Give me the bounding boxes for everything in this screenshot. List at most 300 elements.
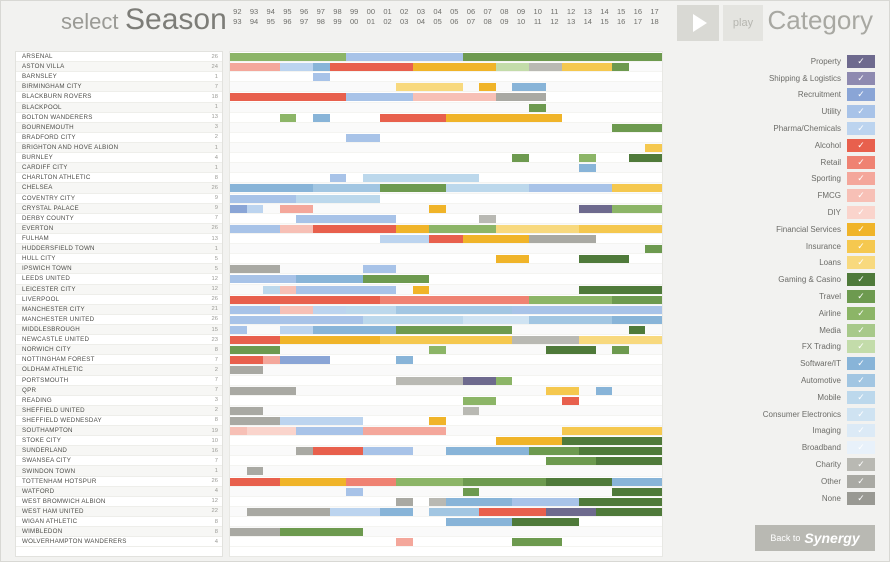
timeline-segment[interactable] bbox=[346, 93, 412, 101]
timeline-segment[interactable] bbox=[280, 417, 363, 425]
timeline-segment[interactable] bbox=[280, 286, 297, 294]
season-tick[interactable] bbox=[429, 7, 446, 39]
timeline-segment[interactable] bbox=[529, 184, 612, 192]
timeline-segment[interactable] bbox=[612, 346, 629, 354]
club-row[interactable] bbox=[16, 477, 222, 487]
timeline-row[interactable] bbox=[230, 325, 662, 335]
category-toggle-swatch[interactable] bbox=[847, 340, 875, 353]
category-toggle-swatch[interactable] bbox=[847, 475, 875, 488]
season-tick[interactable] bbox=[630, 7, 647, 39]
timeline-row[interactable] bbox=[230, 143, 662, 153]
category-row[interactable] bbox=[679, 322, 875, 339]
category-toggle-swatch[interactable] bbox=[847, 307, 875, 320]
club-row[interactable] bbox=[16, 194, 222, 204]
timeline-row[interactable] bbox=[230, 52, 662, 62]
timeline-row[interactable] bbox=[230, 153, 662, 163]
club-row[interactable] bbox=[16, 163, 222, 173]
club-row[interactable] bbox=[16, 224, 222, 234]
category-toggle-swatch[interactable] bbox=[847, 172, 875, 185]
timeline-row[interactable] bbox=[230, 426, 662, 436]
timeline-segment[interactable] bbox=[230, 387, 296, 395]
timeline-segment[interactable] bbox=[230, 63, 280, 71]
timeline-row[interactable] bbox=[230, 466, 662, 476]
season-tick[interactable] bbox=[579, 7, 596, 39]
timeline-segment[interactable] bbox=[429, 235, 462, 243]
club-row[interactable] bbox=[16, 436, 222, 446]
club-row[interactable] bbox=[16, 416, 222, 426]
timeline-segment[interactable] bbox=[313, 225, 396, 233]
timeline-segment[interactable] bbox=[446, 498, 512, 506]
season-tick[interactable] bbox=[613, 7, 630, 39]
timeline-segment[interactable] bbox=[330, 174, 347, 182]
timeline-segment[interactable] bbox=[280, 356, 330, 364]
club-row[interactable] bbox=[16, 456, 222, 466]
timeline-segment[interactable] bbox=[612, 296, 662, 304]
category-toggle-swatch[interactable] bbox=[847, 290, 875, 303]
club-row[interactable] bbox=[16, 285, 222, 295]
timeline-segment[interactable] bbox=[363, 447, 413, 455]
play-label[interactable]: play bbox=[723, 5, 763, 41]
timeline-segment[interactable] bbox=[512, 306, 662, 314]
timeline-row[interactable] bbox=[230, 72, 662, 82]
club-row[interactable] bbox=[16, 315, 222, 325]
season-tick[interactable] bbox=[246, 7, 263, 39]
club-row[interactable] bbox=[16, 153, 222, 163]
timeline-segment[interactable] bbox=[296, 195, 379, 203]
timeline-row[interactable] bbox=[230, 456, 662, 466]
timeline-row[interactable] bbox=[230, 224, 662, 234]
timeline-segment[interactable] bbox=[529, 296, 612, 304]
category-toggle-swatch[interactable] bbox=[847, 458, 875, 471]
season-tick[interactable] bbox=[513, 7, 530, 39]
category-row[interactable] bbox=[679, 204, 875, 221]
club-row[interactable] bbox=[16, 244, 222, 254]
club-row[interactable] bbox=[16, 497, 222, 507]
timeline-segment[interactable] bbox=[280, 326, 313, 334]
category-row[interactable] bbox=[679, 238, 875, 255]
season-tick[interactable] bbox=[379, 7, 396, 39]
club-row[interactable] bbox=[16, 527, 222, 537]
club-row[interactable] bbox=[16, 305, 222, 315]
timeline-segment[interactable] bbox=[596, 457, 662, 465]
timeline-segment[interactable] bbox=[396, 306, 512, 314]
category-toggle-swatch[interactable] bbox=[847, 273, 875, 286]
timeline-row[interactable] bbox=[230, 527, 662, 537]
timeline-segment[interactable] bbox=[596, 387, 613, 395]
timeline-segment[interactable] bbox=[512, 498, 578, 506]
timeline-segment[interactable] bbox=[230, 478, 280, 486]
timeline-segment[interactable] bbox=[579, 225, 662, 233]
timeline-row[interactable] bbox=[230, 194, 662, 204]
category-row[interactable] bbox=[679, 439, 875, 456]
timeline-row[interactable] bbox=[230, 537, 662, 547]
timeline-segment[interactable] bbox=[479, 215, 496, 223]
club-row[interactable] bbox=[16, 234, 222, 244]
timeline-segment[interactable] bbox=[247, 467, 264, 475]
club-row[interactable] bbox=[16, 537, 222, 547]
club-row[interactable] bbox=[16, 173, 222, 183]
timeline-segment[interactable] bbox=[230, 205, 247, 213]
club-row[interactable] bbox=[16, 92, 222, 102]
category-toggle-swatch[interactable] bbox=[847, 55, 875, 68]
category-row[interactable] bbox=[679, 339, 875, 356]
timeline-row[interactable] bbox=[230, 103, 662, 113]
timeline-segment[interactable] bbox=[280, 336, 380, 344]
timeline-segment[interactable] bbox=[446, 447, 529, 455]
timeline-segment[interactable] bbox=[313, 184, 379, 192]
category-row[interactable] bbox=[679, 171, 875, 188]
timeline-segment[interactable] bbox=[346, 306, 396, 314]
timeline-segment[interactable] bbox=[612, 205, 662, 213]
club-row[interactable] bbox=[16, 446, 222, 456]
season-tick[interactable] bbox=[262, 7, 279, 39]
timeline-segment[interactable] bbox=[396, 83, 462, 91]
timeline-row[interactable] bbox=[230, 285, 662, 295]
club-row[interactable] bbox=[16, 345, 222, 355]
timeline-segment[interactable] bbox=[230, 53, 346, 61]
timeline-segment[interactable] bbox=[612, 488, 662, 496]
back-to-synergy-button[interactable] bbox=[755, 525, 875, 551]
timeline-segment[interactable] bbox=[280, 205, 313, 213]
timeline-segment[interactable] bbox=[230, 195, 296, 203]
timeline-segment[interactable] bbox=[579, 164, 596, 172]
timeline-segment[interactable] bbox=[579, 286, 662, 294]
timeline-segment[interactable] bbox=[512, 518, 578, 526]
timeline-row[interactable] bbox=[230, 254, 662, 264]
play-button[interactable] bbox=[677, 5, 719, 41]
category-row[interactable] bbox=[679, 288, 875, 305]
club-list[interactable] bbox=[15, 51, 223, 557]
club-row[interactable] bbox=[16, 487, 222, 497]
timeline-segment[interactable] bbox=[546, 457, 596, 465]
club-row[interactable] bbox=[16, 214, 222, 224]
timeline-segment[interactable] bbox=[313, 114, 330, 122]
category-row[interactable] bbox=[679, 53, 875, 70]
timeline-segment[interactable] bbox=[380, 114, 446, 122]
club-row[interactable] bbox=[16, 72, 222, 82]
timeline-segment[interactable] bbox=[629, 326, 646, 334]
timeline-segment[interactable] bbox=[346, 53, 462, 61]
timeline-segment[interactable] bbox=[579, 498, 662, 506]
category-toggle-swatch[interactable] bbox=[847, 424, 875, 437]
timeline-segment[interactable] bbox=[429, 225, 495, 233]
club-row[interactable] bbox=[16, 376, 222, 386]
timeline-row[interactable] bbox=[230, 315, 662, 325]
timeline-segment[interactable] bbox=[380, 296, 530, 304]
timeline-segment[interactable] bbox=[629, 154, 662, 162]
timeline-row[interactable] bbox=[230, 123, 662, 133]
season-tick[interactable] bbox=[329, 7, 346, 39]
timeline-segment[interactable] bbox=[346, 478, 396, 486]
category-toggle-swatch[interactable] bbox=[847, 240, 875, 253]
timeline-segment[interactable] bbox=[463, 407, 480, 415]
timeline-segment[interactable] bbox=[396, 377, 462, 385]
timeline-segment[interactable] bbox=[230, 265, 280, 273]
season-tick[interactable] bbox=[312, 7, 329, 39]
timeline-segment[interactable] bbox=[496, 63, 529, 71]
timeline-segment[interactable] bbox=[396, 356, 413, 364]
category-toggle-swatch[interactable] bbox=[847, 324, 875, 337]
timeline-segment[interactable] bbox=[330, 63, 413, 71]
category-toggle-swatch[interactable] bbox=[847, 256, 875, 269]
timeline-row[interactable] bbox=[230, 446, 662, 456]
season-tick[interactable] bbox=[646, 7, 663, 39]
category-toggle-swatch[interactable] bbox=[847, 374, 875, 387]
timeline-segment[interactable] bbox=[263, 286, 280, 294]
club-row[interactable] bbox=[16, 507, 222, 517]
timeline-segment[interactable] bbox=[380, 184, 446, 192]
season-tick[interactable] bbox=[529, 7, 546, 39]
category-filter-list[interactable] bbox=[679, 53, 875, 507]
timeline-segment[interactable] bbox=[546, 478, 612, 486]
club-row[interactable] bbox=[16, 396, 222, 406]
season-tick[interactable] bbox=[296, 7, 313, 39]
timeline-segment[interactable] bbox=[579, 336, 662, 344]
category-row[interactable] bbox=[679, 423, 875, 440]
timeline-segment[interactable] bbox=[413, 93, 496, 101]
timeline-segment[interactable] bbox=[562, 397, 579, 405]
timeline-segment[interactable] bbox=[313, 63, 330, 71]
timeline-segment[interactable] bbox=[263, 356, 280, 364]
timeline-segment[interactable] bbox=[479, 508, 545, 516]
timeline-segment[interactable] bbox=[529, 104, 546, 112]
timeline-segment[interactable] bbox=[230, 296, 380, 304]
timeline-segment[interactable] bbox=[463, 397, 496, 405]
category-toggle-swatch[interactable] bbox=[847, 139, 875, 152]
timeline-segment[interactable] bbox=[529, 316, 612, 324]
timeline-segment[interactable] bbox=[296, 427, 362, 435]
club-row[interactable] bbox=[16, 133, 222, 143]
season-tick[interactable] bbox=[446, 7, 463, 39]
category-toggle-swatch[interactable] bbox=[847, 408, 875, 421]
timeline-segment[interactable] bbox=[296, 275, 362, 283]
sponsor-timeline-chart[interactable] bbox=[229, 51, 663, 557]
timeline-segment[interactable] bbox=[280, 528, 363, 536]
timeline-row[interactable] bbox=[230, 113, 662, 123]
timeline-segment[interactable] bbox=[296, 447, 313, 455]
timeline-row[interactable] bbox=[230, 396, 662, 406]
category-row[interactable] bbox=[679, 137, 875, 154]
category-toggle-swatch[interactable] bbox=[847, 88, 875, 101]
timeline-segment[interactable] bbox=[496, 225, 579, 233]
category-row[interactable] bbox=[679, 103, 875, 120]
club-row[interactable] bbox=[16, 264, 222, 274]
timeline-segment[interactable] bbox=[396, 478, 462, 486]
timeline-segment[interactable] bbox=[230, 225, 280, 233]
category-row[interactable] bbox=[679, 490, 875, 507]
timeline-segment[interactable] bbox=[429, 346, 446, 354]
timeline-segment[interactable] bbox=[396, 538, 413, 546]
timeline-row[interactable] bbox=[230, 497, 662, 507]
timeline-segment[interactable] bbox=[546, 508, 596, 516]
timeline-segment[interactable] bbox=[579, 255, 629, 263]
timeline-segment[interactable] bbox=[413, 63, 496, 71]
timeline-segment[interactable] bbox=[280, 114, 297, 122]
timeline-segment[interactable] bbox=[380, 235, 430, 243]
season-tick[interactable] bbox=[546, 7, 563, 39]
timeline-row[interactable] bbox=[230, 183, 662, 193]
timeline-segment[interactable] bbox=[529, 447, 579, 455]
timeline-segment[interactable] bbox=[363, 427, 446, 435]
club-row[interactable] bbox=[16, 143, 222, 153]
timeline-segment[interactable] bbox=[446, 518, 512, 526]
timeline-row[interactable] bbox=[230, 82, 662, 92]
category-row[interactable] bbox=[679, 305, 875, 322]
category-toggle-swatch[interactable] bbox=[847, 156, 875, 169]
timeline-segment[interactable] bbox=[363, 265, 396, 273]
timeline-segment[interactable] bbox=[463, 235, 529, 243]
category-toggle-swatch[interactable] bbox=[847, 105, 875, 118]
timeline-segment[interactable] bbox=[363, 275, 429, 283]
timeline-segment[interactable] bbox=[645, 245, 662, 253]
timeline-segment[interactable] bbox=[230, 528, 280, 536]
club-row[interactable] bbox=[16, 386, 222, 396]
club-row[interactable] bbox=[16, 274, 222, 284]
category-toggle-swatch[interactable] bbox=[847, 72, 875, 85]
club-row[interactable] bbox=[16, 82, 222, 92]
timeline-segment[interactable] bbox=[463, 377, 496, 385]
timeline-row[interactable] bbox=[230, 376, 662, 386]
timeline-segment[interactable] bbox=[529, 63, 562, 71]
timeline-segment[interactable] bbox=[562, 427, 662, 435]
timeline-segment[interactable] bbox=[230, 417, 280, 425]
season-tick[interactable] bbox=[413, 7, 430, 39]
timeline-segment[interactable] bbox=[546, 387, 579, 395]
timeline-segment[interactable] bbox=[496, 93, 546, 101]
category-row[interactable] bbox=[679, 456, 875, 473]
timeline-row[interactable] bbox=[230, 173, 662, 183]
timeline-segment[interactable] bbox=[247, 508, 330, 516]
timeline-segment[interactable] bbox=[396, 326, 512, 334]
club-row[interactable] bbox=[16, 517, 222, 527]
timeline-segment[interactable] bbox=[512, 336, 578, 344]
category-toggle-swatch[interactable] bbox=[847, 206, 875, 219]
timeline-row[interactable] bbox=[230, 335, 662, 345]
timeline-segment[interactable] bbox=[380, 336, 513, 344]
category-toggle-swatch[interactable] bbox=[847, 492, 875, 505]
timeline-segment[interactable] bbox=[230, 326, 247, 334]
timeline-segment[interactable] bbox=[579, 205, 612, 213]
club-row[interactable] bbox=[16, 295, 222, 305]
timeline-row[interactable] bbox=[230, 507, 662, 517]
timeline-segment[interactable] bbox=[579, 447, 662, 455]
category-row[interactable] bbox=[679, 255, 875, 272]
club-row[interactable] bbox=[16, 52, 222, 62]
timeline-row[interactable] bbox=[230, 214, 662, 224]
timeline-segment[interactable] bbox=[512, 154, 529, 162]
timeline-segment[interactable] bbox=[230, 275, 296, 283]
timeline-segment[interactable] bbox=[612, 63, 629, 71]
timeline-segment[interactable] bbox=[346, 488, 363, 496]
timeline-segment[interactable] bbox=[479, 83, 496, 91]
timeline-segment[interactable] bbox=[463, 488, 480, 496]
category-row[interactable] bbox=[679, 87, 875, 104]
timeline-segment[interactable] bbox=[396, 498, 413, 506]
club-row[interactable] bbox=[16, 406, 222, 416]
timeline-segment[interactable] bbox=[247, 427, 297, 435]
timeline-segment[interactable] bbox=[230, 427, 247, 435]
season-tick[interactable] bbox=[279, 7, 296, 39]
timeline-row[interactable] bbox=[230, 244, 662, 254]
category-row[interactable] bbox=[679, 473, 875, 490]
category-row[interactable] bbox=[679, 70, 875, 87]
timeline-segment[interactable] bbox=[230, 366, 263, 374]
timeline-segment[interactable] bbox=[230, 306, 280, 314]
timeline-row[interactable] bbox=[230, 295, 662, 305]
timeline-row[interactable] bbox=[230, 487, 662, 497]
timeline-segment[interactable] bbox=[230, 336, 280, 344]
timeline-segment[interactable] bbox=[429, 205, 446, 213]
timeline-row[interactable] bbox=[230, 517, 662, 527]
season-tick[interactable] bbox=[396, 7, 413, 39]
category-toggle-swatch[interactable] bbox=[847, 189, 875, 202]
timeline-segment[interactable] bbox=[346, 134, 379, 142]
timeline-segment[interactable] bbox=[529, 235, 595, 243]
timeline-segment[interactable] bbox=[446, 184, 529, 192]
category-toggle-swatch[interactable] bbox=[847, 122, 875, 135]
season-tick[interactable] bbox=[596, 7, 613, 39]
timeline-segment[interactable] bbox=[612, 316, 662, 324]
timeline-segment[interactable] bbox=[429, 498, 446, 506]
timeline-row[interactable] bbox=[230, 274, 662, 284]
timeline-segment[interactable] bbox=[230, 407, 263, 415]
timeline-segment[interactable] bbox=[496, 377, 513, 385]
timeline-segment[interactable] bbox=[512, 538, 562, 546]
category-row[interactable] bbox=[679, 187, 875, 204]
club-row[interactable] bbox=[16, 355, 222, 365]
season-ruler[interactable] bbox=[229, 7, 663, 39]
timeline-segment[interactable] bbox=[230, 93, 346, 101]
timeline-segment[interactable] bbox=[612, 184, 662, 192]
timeline-row[interactable] bbox=[230, 416, 662, 426]
timeline-segment[interactable] bbox=[463, 316, 529, 324]
timeline-segment[interactable] bbox=[363, 174, 479, 182]
club-row[interactable] bbox=[16, 62, 222, 72]
category-row[interactable] bbox=[679, 120, 875, 137]
timeline-segment[interactable] bbox=[313, 306, 346, 314]
timeline-segment[interactable] bbox=[296, 215, 396, 223]
timeline-segment[interactable] bbox=[446, 114, 562, 122]
timeline-segment[interactable] bbox=[463, 53, 662, 61]
season-tick[interactable] bbox=[346, 7, 363, 39]
timeline-segment[interactable] bbox=[562, 437, 662, 445]
club-row[interactable] bbox=[16, 365, 222, 375]
timeline-row[interactable] bbox=[230, 355, 662, 365]
timeline-segment[interactable] bbox=[429, 417, 446, 425]
club-row[interactable] bbox=[16, 113, 222, 123]
category-toggle-swatch[interactable] bbox=[847, 391, 875, 404]
timeline-segment[interactable] bbox=[463, 478, 546, 486]
club-row[interactable] bbox=[16, 123, 222, 133]
timeline-segment[interactable] bbox=[512, 83, 545, 91]
timeline-segment[interactable] bbox=[396, 225, 429, 233]
timeline-segment[interactable] bbox=[280, 63, 313, 71]
timeline-segment[interactable] bbox=[230, 356, 263, 364]
timeline-segment[interactable] bbox=[330, 508, 380, 516]
season-tick[interactable] bbox=[496, 7, 513, 39]
category-row[interactable] bbox=[679, 221, 875, 238]
timeline-row[interactable] bbox=[230, 234, 662, 244]
season-tick[interactable] bbox=[463, 7, 480, 39]
timeline-segment[interactable] bbox=[579, 154, 596, 162]
club-row[interactable] bbox=[16, 466, 222, 476]
season-tick[interactable] bbox=[229, 7, 246, 39]
timeline-row[interactable] bbox=[230, 92, 662, 102]
season-tick[interactable] bbox=[563, 7, 580, 39]
club-row[interactable] bbox=[16, 204, 222, 214]
season-tick[interactable] bbox=[479, 7, 496, 39]
club-row[interactable] bbox=[16, 325, 222, 335]
